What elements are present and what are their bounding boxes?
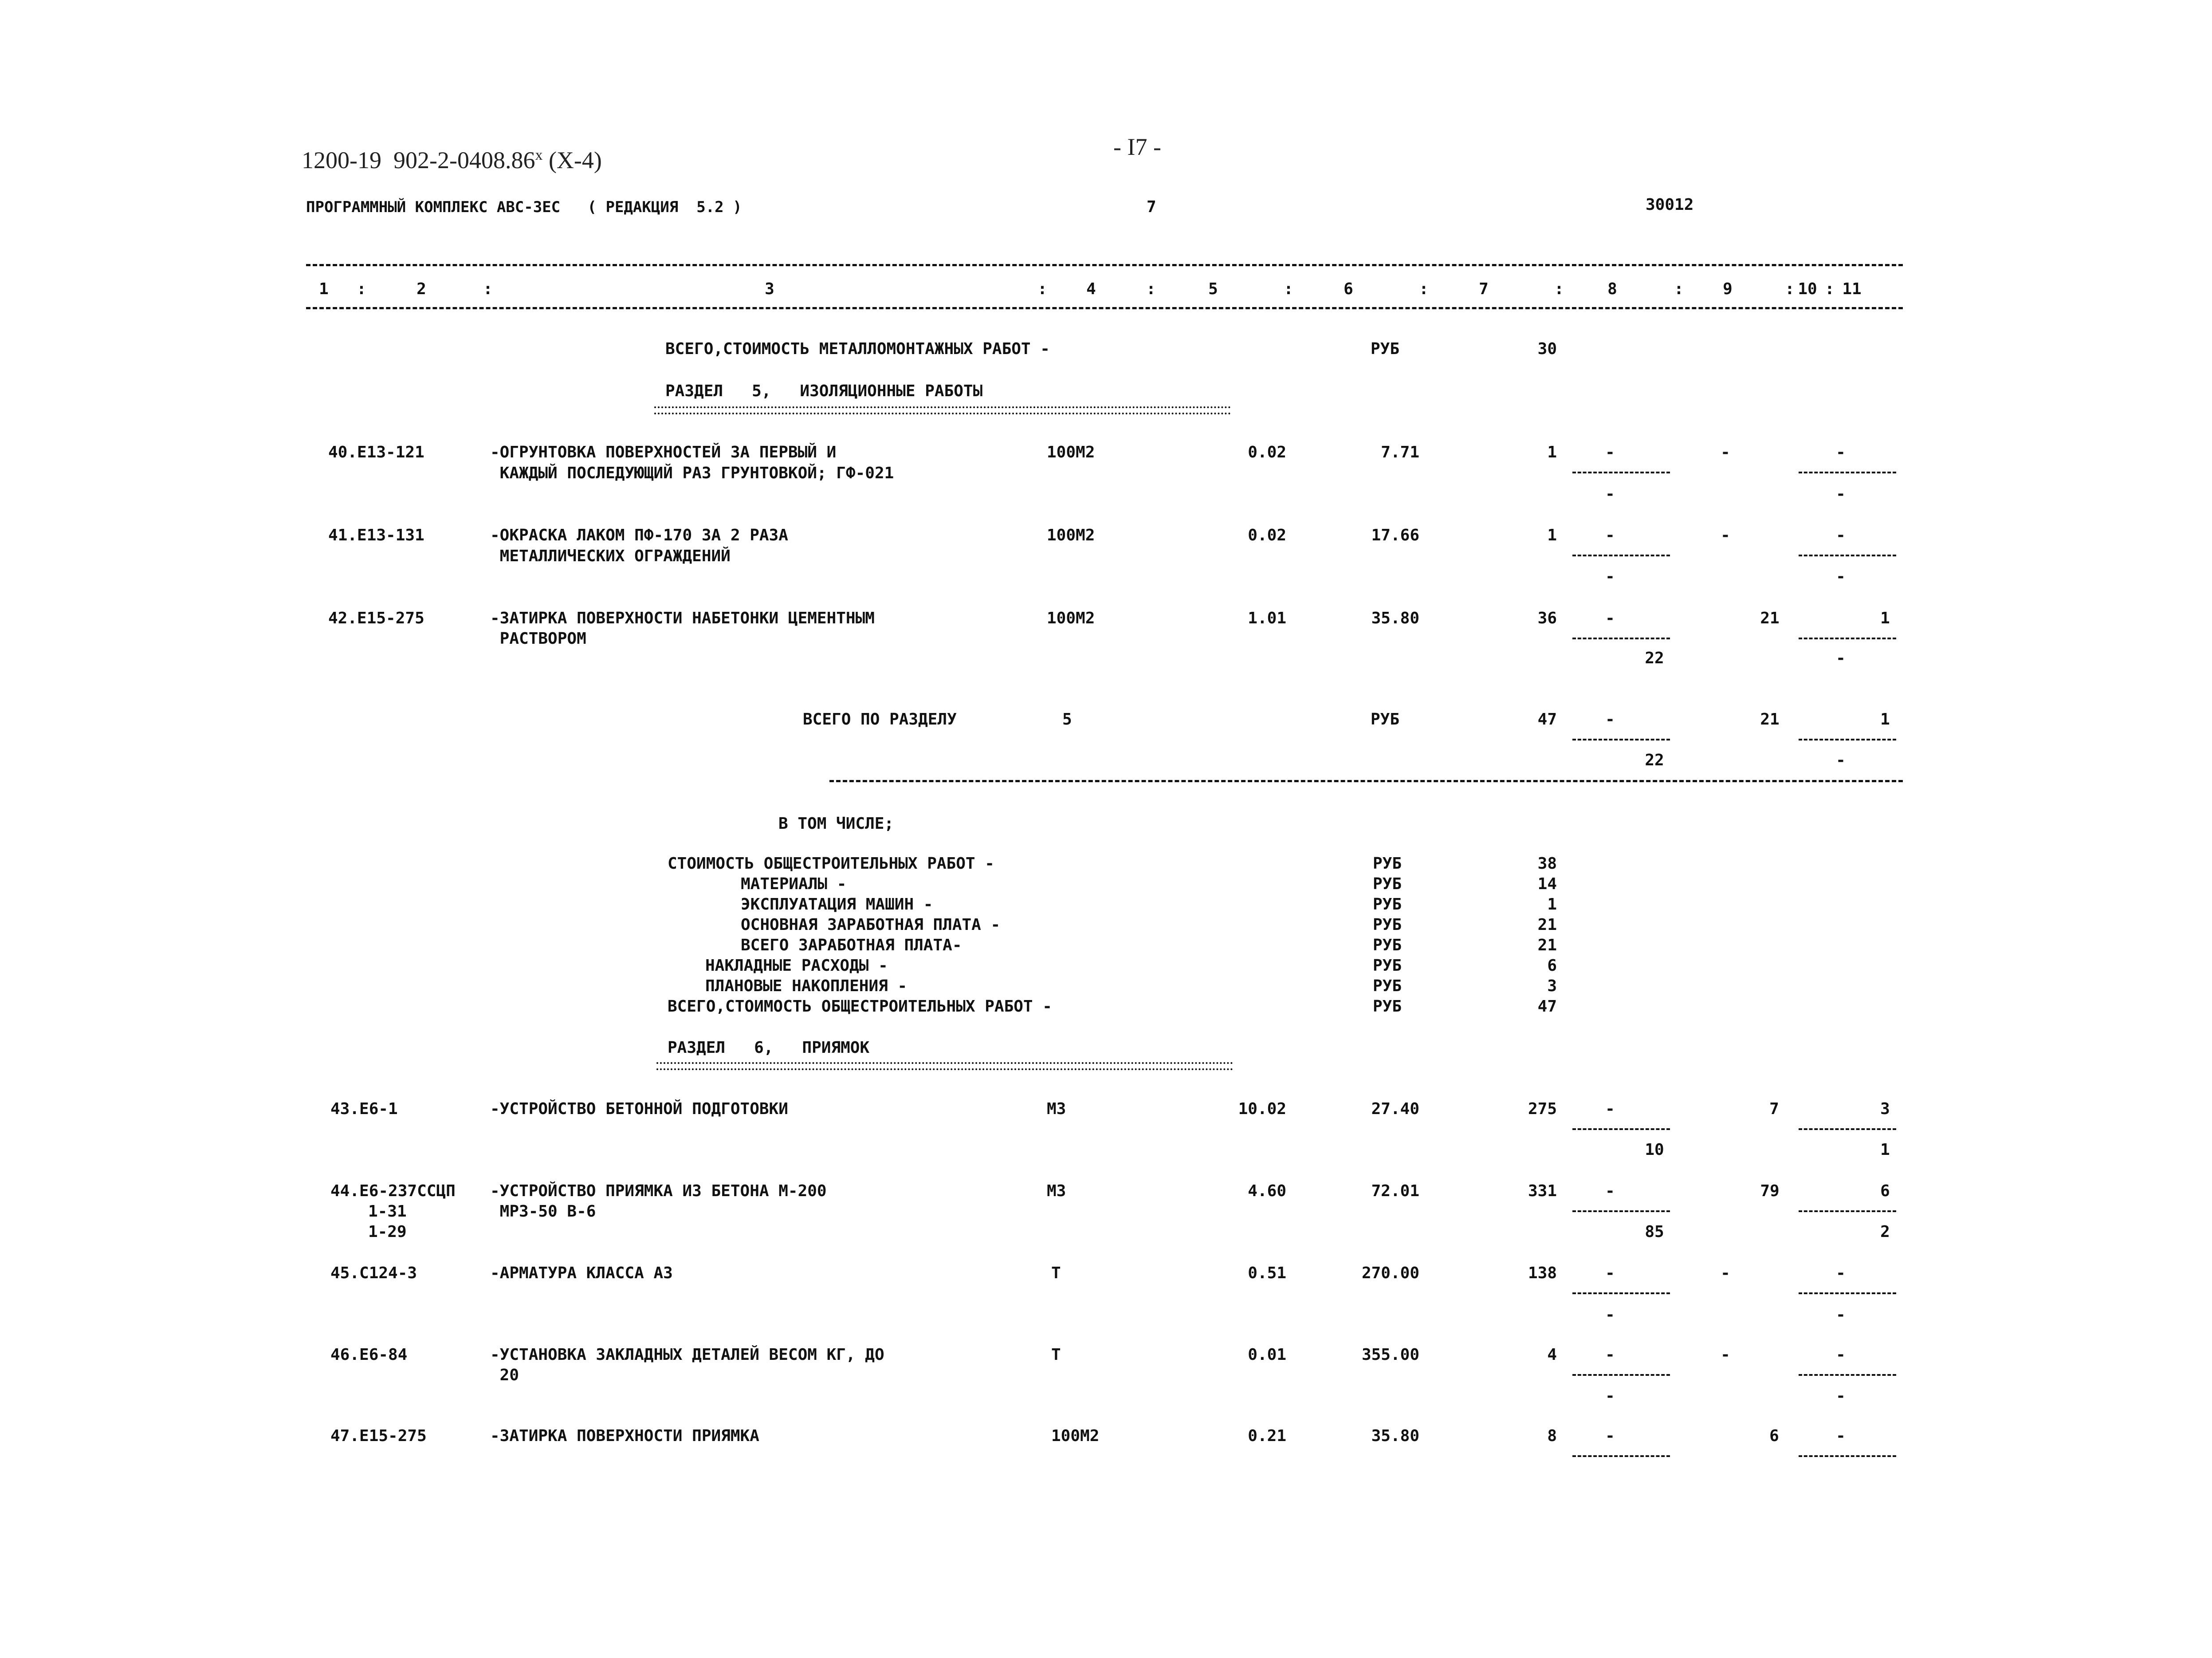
column-separator: : — [1554, 280, 1564, 298]
row-quantity: 0.21 — [1248, 1427, 1286, 1445]
row-col8-lower: - — [1605, 1306, 1615, 1324]
row-unit: 100М2 — [1051, 1427, 1100, 1445]
fraction-line — [1799, 1292, 1896, 1294]
row-code: 45.С124-3 — [330, 1264, 417, 1282]
row-cost: 275 — [1528, 1100, 1557, 1118]
row-col11-lower: - — [1836, 649, 1846, 667]
row-col8: - — [1605, 443, 1615, 461]
row-col8-lower: 10 — [1645, 1141, 1664, 1159]
including-item-label: ПЛАНОВЫЕ НАКОПЛЕНИЯ - — [705, 977, 908, 995]
row-code-line2: 1-31 — [368, 1202, 407, 1221]
row-description-cont: КАЖДЫЙ ПОСЛЕДУЮЩИЙ РАЗ ГРУНТОВКОЙ; ГФ-021 — [490, 464, 894, 482]
including-item-value: 47 — [1537, 997, 1557, 1016]
including-item-unit: РУБ — [1373, 855, 1402, 873]
row-col11: - — [1836, 1264, 1846, 1282]
row-col11-lower: 2 — [1880, 1223, 1890, 1241]
column-separator: : — [1825, 280, 1835, 298]
row-code: 41.Е13-131 — [328, 526, 424, 544]
row-col8-lower: 22 — [1645, 649, 1664, 667]
form-code: 30012 — [1646, 196, 1694, 214]
row-code: 44.Е6-237ССЦП — [330, 1182, 456, 1200]
including-item-label: ВСЕГО ЗАРАБОТНАЯ ПЛАТА- — [741, 936, 962, 954]
including-item-unit: РУБ — [1373, 895, 1402, 914]
metal-total-value: 30 — [1537, 340, 1557, 358]
row-code: 43.Е6-1 — [330, 1100, 398, 1118]
row-col11: - — [1836, 1427, 1846, 1445]
including-item-label: ОСНОВНАЯ ЗАРАБОТНАЯ ПЛАТА - — [741, 916, 1001, 934]
including-item-unit: РУБ — [1373, 936, 1402, 954]
row-quantity: 0.51 — [1248, 1264, 1286, 1282]
row-col8-lower: - — [1605, 1387, 1615, 1405]
row-quantity: 0.02 — [1248, 526, 1286, 544]
column-separator: : — [1785, 280, 1795, 298]
including-item-label: СТОИМОСТЬ ОБЩЕСТРОИТЕЛЬНЫХ РАБОТ - — [668, 855, 994, 873]
section-5-title: РАЗДЕЛ 5, ИЗОЛЯЦИОННЫЕ РАБОТЫ — [665, 382, 983, 400]
row-col8: - — [1605, 1100, 1615, 1118]
row-description-cont: МРЗ-50 В-6 — [490, 1202, 596, 1221]
row-code-line3: 1-29 — [368, 1223, 407, 1241]
row-col11: 3 — [1880, 1100, 1890, 1118]
document-code — [302, 146, 602, 174]
including-item-unit: РУБ — [1373, 997, 1402, 1016]
fraction-line — [1572, 472, 1670, 473]
section-6-underline — [656, 1062, 1233, 1070]
row-col9: - — [1721, 1346, 1730, 1364]
row-col11: - — [1836, 526, 1846, 544]
row-description: -ОГРУНТОВКА ПОВЕРХНОСТЕЙ ЗА ПЕРВЫЙ И — [490, 443, 837, 461]
row-col8: - — [1605, 1264, 1615, 1282]
column-separator: : — [1037, 280, 1047, 298]
row-col11: - — [1836, 443, 1846, 461]
including-item-label: МАТЕРИАЛЫ - — [741, 875, 847, 893]
row-code: 47.Е15-275 — [330, 1427, 427, 1445]
row-cost: 1 — [1547, 526, 1557, 544]
including-item-value: 21 — [1537, 916, 1557, 934]
row-cost: 8 — [1547, 1427, 1557, 1445]
section-total-unit: РУБ — [1371, 710, 1400, 729]
row-col8-lower: - — [1605, 567, 1615, 586]
fraction-line — [1799, 1128, 1896, 1130]
section-total-col11: 1 — [1880, 710, 1890, 729]
section-total-value: 47 — [1537, 710, 1557, 729]
row-col8: - — [1605, 526, 1615, 544]
fraction-line — [1572, 1374, 1670, 1376]
row-col11-lower: - — [1836, 485, 1846, 503]
row-unit: Т — [1051, 1346, 1061, 1364]
column-header: 2 — [416, 280, 426, 298]
row-col9: - — [1721, 1264, 1730, 1282]
row-price: 355.00 — [1361, 1346, 1419, 1364]
row-col8: - — [1605, 1346, 1615, 1364]
fraction-line — [1799, 1455, 1896, 1457]
row-code: 46.Е6-84 — [330, 1346, 408, 1364]
fraction-line — [1572, 555, 1670, 556]
row-cost: 331 — [1528, 1182, 1557, 1200]
column-header: 11 — [1842, 280, 1862, 298]
row-cost: 4 — [1547, 1346, 1557, 1364]
including-item-value: 1 — [1547, 895, 1557, 914]
row-price: 7.71 — [1381, 443, 1419, 461]
row-col9: 7 — [1769, 1100, 1779, 1118]
fraction-line — [1799, 1210, 1896, 1212]
section-total-number: 5 — [1062, 710, 1072, 729]
including-item-label: ВСЕГО,СТОИМОСТЬ ОБЩЕСТРОИТЕЛЬНЫХ РАБОТ - — [668, 997, 1052, 1016]
row-description-cont: РАСТВОРОМ — [490, 630, 586, 648]
column-separator: : — [1674, 280, 1684, 298]
column-header: 8 — [1607, 280, 1617, 298]
row-quantity: 4.60 — [1248, 1182, 1286, 1200]
row-unit: М3 — [1047, 1182, 1066, 1200]
including-title: В ТОМ ЧИСЛЕ; — [778, 815, 894, 833]
row-col8: - — [1605, 1182, 1615, 1200]
row-col9: - — [1721, 526, 1730, 544]
row-col11: 1 — [1880, 609, 1890, 627]
metal-total-unit: РУБ — [1371, 340, 1400, 358]
row-unit: Т — [1051, 1264, 1061, 1282]
column-header: 10 — [1798, 280, 1817, 298]
column-header: 5 — [1208, 280, 1218, 298]
row-quantity: 0.02 — [1248, 443, 1286, 461]
fraction-line — [1572, 739, 1670, 740]
row-description: -ЗАТИРКА ПОВЕРХНОСТИ НАБЕТОНКИ ЦЕМЕНТНЫМ — [490, 609, 875, 627]
row-description: -ОКРАСКА ЛАКОМ ПФ-170 ЗА 2 РАЗА — [490, 526, 788, 544]
section-6-title: РАЗДЕЛ 6, ПРИЯМОК — [668, 1039, 870, 1057]
row-description: -УСТРОЙСТВО ПРИЯМКА ИЗ БЕТОНА М-200 — [490, 1182, 827, 1200]
sheet-number: 7 — [1147, 198, 1156, 216]
row-description-cont: 20 — [490, 1366, 519, 1384]
row-col8: - — [1605, 609, 1615, 627]
row-cost: 36 — [1537, 609, 1557, 627]
row-description: -УСТАНОВКА ЗАКЛАДНЫХ ДЕТАЛЕЙ ВЕСОМ КГ, ДО — [490, 1346, 884, 1364]
row-description: -АРМАТУРА КЛАССА А3 — [490, 1264, 673, 1282]
row-col8-lower: - — [1605, 485, 1615, 503]
row-col11: 6 — [1880, 1182, 1890, 1200]
section-total-col9: 21 — [1760, 710, 1780, 729]
row-cost: 1 — [1547, 443, 1557, 461]
row-col9: 79 — [1760, 1182, 1780, 1200]
section-5-underline — [654, 406, 1231, 414]
including-item-value: 38 — [1537, 855, 1557, 873]
row-unit: 100М2 — [1047, 443, 1095, 461]
row-description: -УСТРОЙСТВО БЕТОННОЙ ПОДГОТОВКИ — [490, 1100, 788, 1118]
fraction-line — [1799, 638, 1896, 639]
row-price: 72.01 — [1371, 1182, 1419, 1200]
fraction-line — [1572, 1292, 1670, 1294]
row-col11-lower: - — [1836, 567, 1846, 586]
row-quantity: 10.02 — [1238, 1100, 1286, 1118]
including-item-label: НАКЛАДНЫЕ РАСХОДЫ - — [705, 957, 888, 975]
row-description-cont: МЕТАЛЛИЧЕСКИХ ОГРАЖДЕНИЙ — [490, 547, 731, 565]
metal-total-label: ВСЕГО,СТОИМОСТЬ МЕТАЛЛОМОНТАЖНЫХ РАБОТ - — [665, 340, 1050, 358]
row-col8-lower: 85 — [1645, 1223, 1664, 1241]
row-quantity: 1.01 — [1248, 609, 1286, 627]
page-number: - I7 - — [1113, 134, 1161, 160]
row-description: -ЗАТИРКА ПОВЕРХНОСТИ ПРИЯМКА — [490, 1427, 759, 1445]
row-code: 40.Е13-121 — [328, 443, 424, 461]
row-price: 17.66 — [1371, 526, 1419, 544]
column-separator: : — [1146, 280, 1156, 298]
row-col8: - — [1605, 1427, 1615, 1445]
column-separator: : — [1284, 280, 1293, 298]
row-cost: 138 — [1528, 1264, 1557, 1282]
section-total-col8-lower: 22 — [1645, 751, 1664, 769]
including-item-value: 14 — [1537, 875, 1557, 893]
column-header: 4 — [1086, 280, 1096, 298]
column-separator: : — [483, 280, 493, 298]
column-header: 6 — [1344, 280, 1353, 298]
document-code-number: 1200-19 902-2-0408.86 — [302, 147, 535, 173]
column-header: 3 — [765, 280, 774, 298]
fraction-line — [1572, 1210, 1670, 1212]
section-total-col11-lower: - — [1836, 751, 1846, 769]
row-unit: 100М2 — [1047, 609, 1095, 627]
including-item-value: 6 — [1547, 957, 1557, 975]
row-col11-lower: 1 — [1880, 1141, 1890, 1159]
row-col11-lower: - — [1836, 1387, 1846, 1405]
row-col9: - — [1721, 443, 1730, 461]
fraction-line — [1799, 472, 1896, 473]
including-item-label: ЭКСПЛУАТАЦИЯ МАШИН - — [741, 895, 933, 914]
fraction-line — [1572, 1128, 1670, 1130]
including-item-unit: РУБ — [1373, 977, 1402, 995]
row-price: 270.00 — [1361, 1264, 1419, 1282]
row-unit: М3 — [1047, 1100, 1066, 1118]
fraction-line — [1799, 739, 1896, 740]
row-price: 27.40 — [1371, 1100, 1419, 1118]
row-col11-lower: - — [1836, 1306, 1846, 1324]
including-item-unit: РУБ — [1373, 875, 1402, 893]
column-header: 1 — [319, 280, 329, 298]
row-quantity: 0.01 — [1248, 1346, 1286, 1364]
column-separator: : — [1419, 280, 1429, 298]
including-item-unit: РУБ — [1373, 916, 1402, 934]
including-item-value: 21 — [1537, 936, 1557, 954]
including-item-unit: РУБ — [1373, 957, 1402, 975]
document-code-superscript: x — [535, 147, 543, 163]
document-code-suffix: (X-4) — [542, 147, 602, 173]
including-item-value: 3 — [1547, 977, 1557, 995]
fraction-line — [1799, 555, 1896, 556]
fraction-line — [1572, 638, 1670, 639]
row-col11: - — [1836, 1346, 1846, 1364]
section-total-rule — [829, 780, 1903, 782]
row-col9: 21 — [1760, 609, 1780, 627]
section-total-label: ВСЕГО ПО РАЗДЕЛУ — [803, 710, 957, 729]
column-header: 7 — [1479, 280, 1489, 298]
program-line: ПРОГРАММНЫЙ КОМПЛЕКС АВС-3ЕС ( РЕДАКЦИЯ 5.2 ) — [306, 198, 742, 216]
section-total-col8: - — [1605, 710, 1615, 729]
header-rule-bottom — [306, 307, 1903, 309]
fraction-line — [1572, 1455, 1670, 1457]
row-code: 42.Е15-275 — [328, 609, 424, 627]
header-rule-top — [306, 264, 1903, 266]
row-price: 35.80 — [1371, 1427, 1419, 1445]
fraction-line — [1799, 1374, 1896, 1376]
column-header: 9 — [1723, 280, 1733, 298]
row-price: 35.80 — [1371, 609, 1419, 627]
row-unit: 100М2 — [1047, 526, 1095, 544]
row-col9: 6 — [1769, 1427, 1779, 1445]
column-separator: : — [357, 280, 366, 298]
